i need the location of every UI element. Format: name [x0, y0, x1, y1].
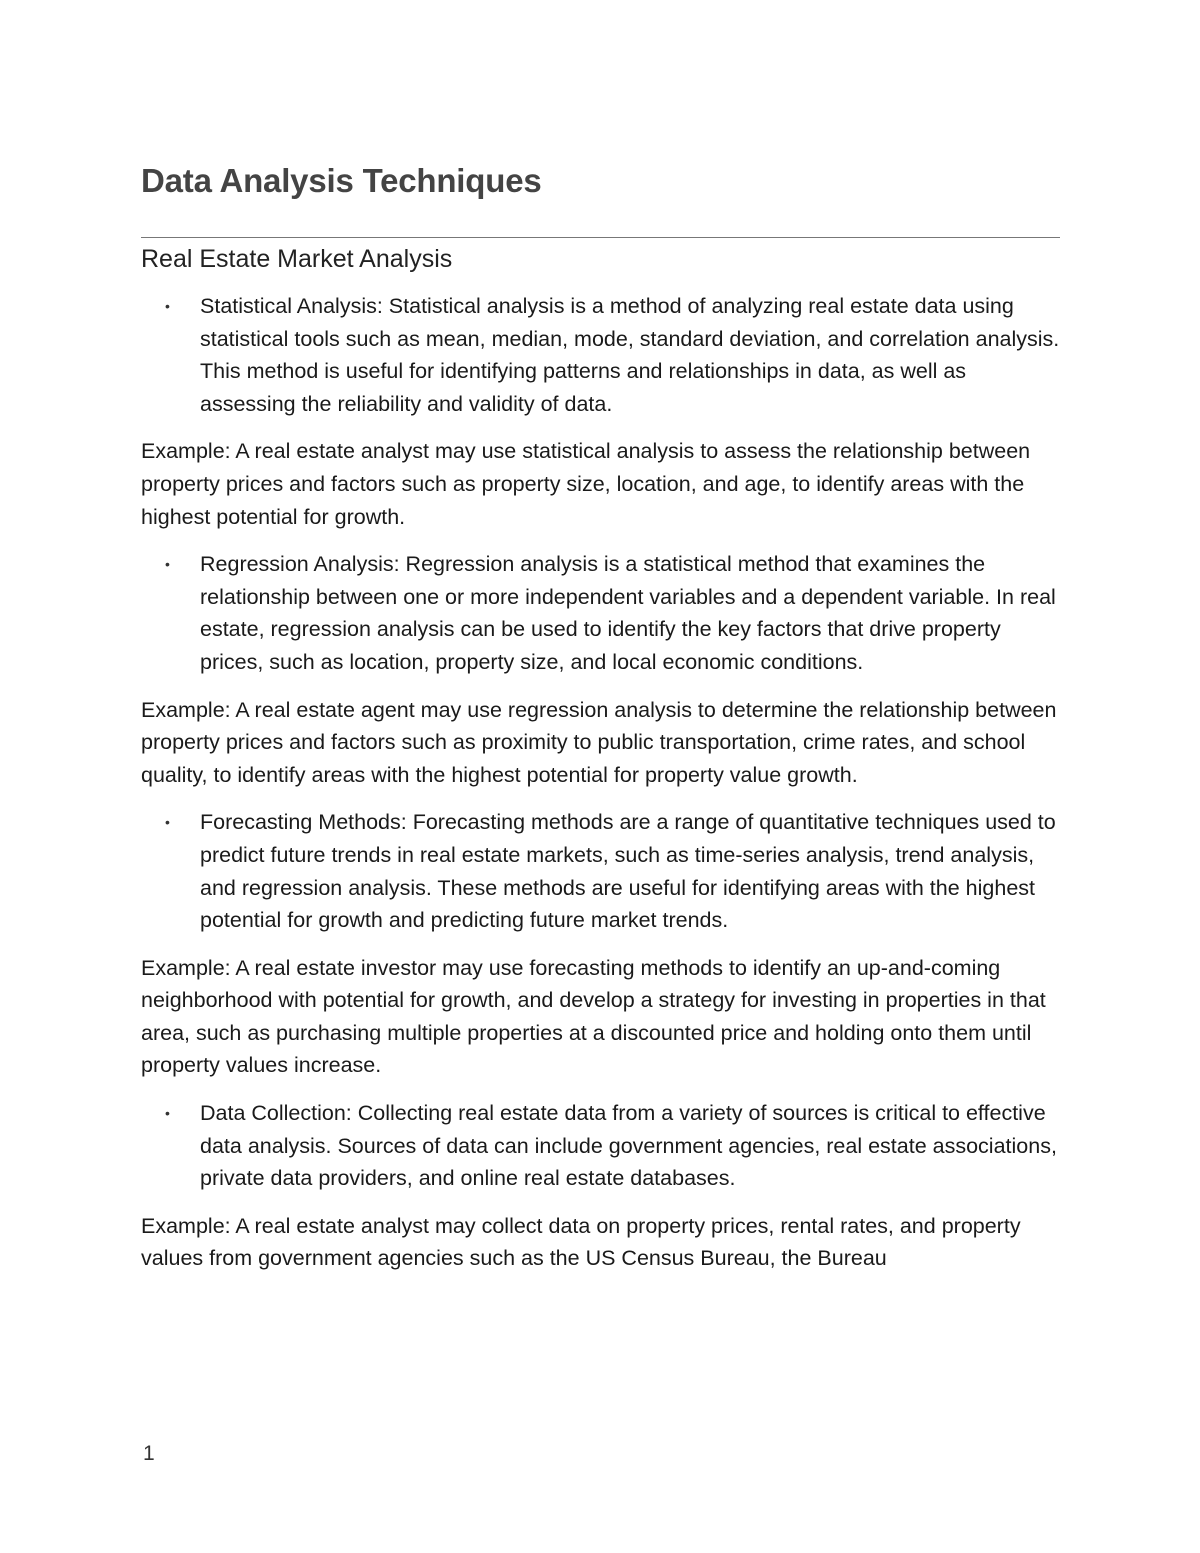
bullet-text: Regression Analysis: Regression analysis is a statistical method that examines the relationship between one or more independent variables and a dependent variable. In real estate, regression analysis can be used to identify the key factors that drive property prices, such as location, property size, and local economic conditions.	[200, 552, 1056, 674]
example-paragraph: Example: A real estate investor may use forecasting methods to identify an up-and-coming neighborhood with potential for growth, and develop a strategy for investing in properties in that area, such as purchasing multiple properties at a discounted price and holding onto them until property values increase.	[141, 955, 1046, 1078]
bullet-icon: •	[165, 298, 170, 314]
document-body	[141, 242, 1060, 1290]
bullet-item-data-collection	[141, 1097, 1060, 1195]
page-title: Data Analysis Techniques	[141, 162, 542, 199]
example-paragraph: Example: A real estate analyst may use statistical analysis to assess the relationship between property prices and factors such as property size, location, and age, to identify areas with the highest potential for growth.	[141, 439, 1031, 529]
bullet-item-regression-analysis	[141, 548, 1060, 678]
example-paragraph: Example: A real estate analyst may collect data on property prices, rental rates, and property values from government agencies such as the US Census Bureau, the Bureau	[141, 1213, 1021, 1271]
bullet-text: Data Collection: Collecting real estate data from a variety of sources is critical to effective data analysis. Sources of data can include government agencies, real estate associations, private data providers, and online real estate databases.	[200, 1101, 1057, 1191]
section-heading: Real Estate Market Analysis	[141, 245, 453, 273]
bullet-item-forecasting-methods	[141, 806, 1060, 936]
bullet-item-statistical-analysis	[141, 290, 1060, 420]
example-paragraph: Example: A real estate agent may use regression analysis to determine the relationship between property prices and factors such as proximity to public transportation, crime rates, and school quality, to identify areas with the highest potential for property value growth.	[141, 697, 1057, 787]
bullet-icon: •	[165, 814, 170, 831]
bullet-icon: •	[165, 1105, 170, 1122]
page-number: 1	[143, 1442, 155, 1465]
bullet-text: Forecasting Methods: Forecasting methods are a range of quantitative techniques used to predict future trends in real estate markets, such as time-series analysis, trend analysis, and regression analysis. These methods are useful for identifying areas with the highest potential for growth and predicting future market trends.	[200, 810, 1056, 933]
title-divider	[141, 237, 1060, 238]
bullet-text: Statistical Analysis: Statistical analysis is a method of analyzing real estate data using statistical tools such as mean, median, mode, standard deviation, and correlation analysis. This method is useful for identifying patterns and relationships in data, as well as assessing the reliability and validity of data.	[200, 294, 1060, 416]
bullet-icon: •	[165, 556, 170, 573]
